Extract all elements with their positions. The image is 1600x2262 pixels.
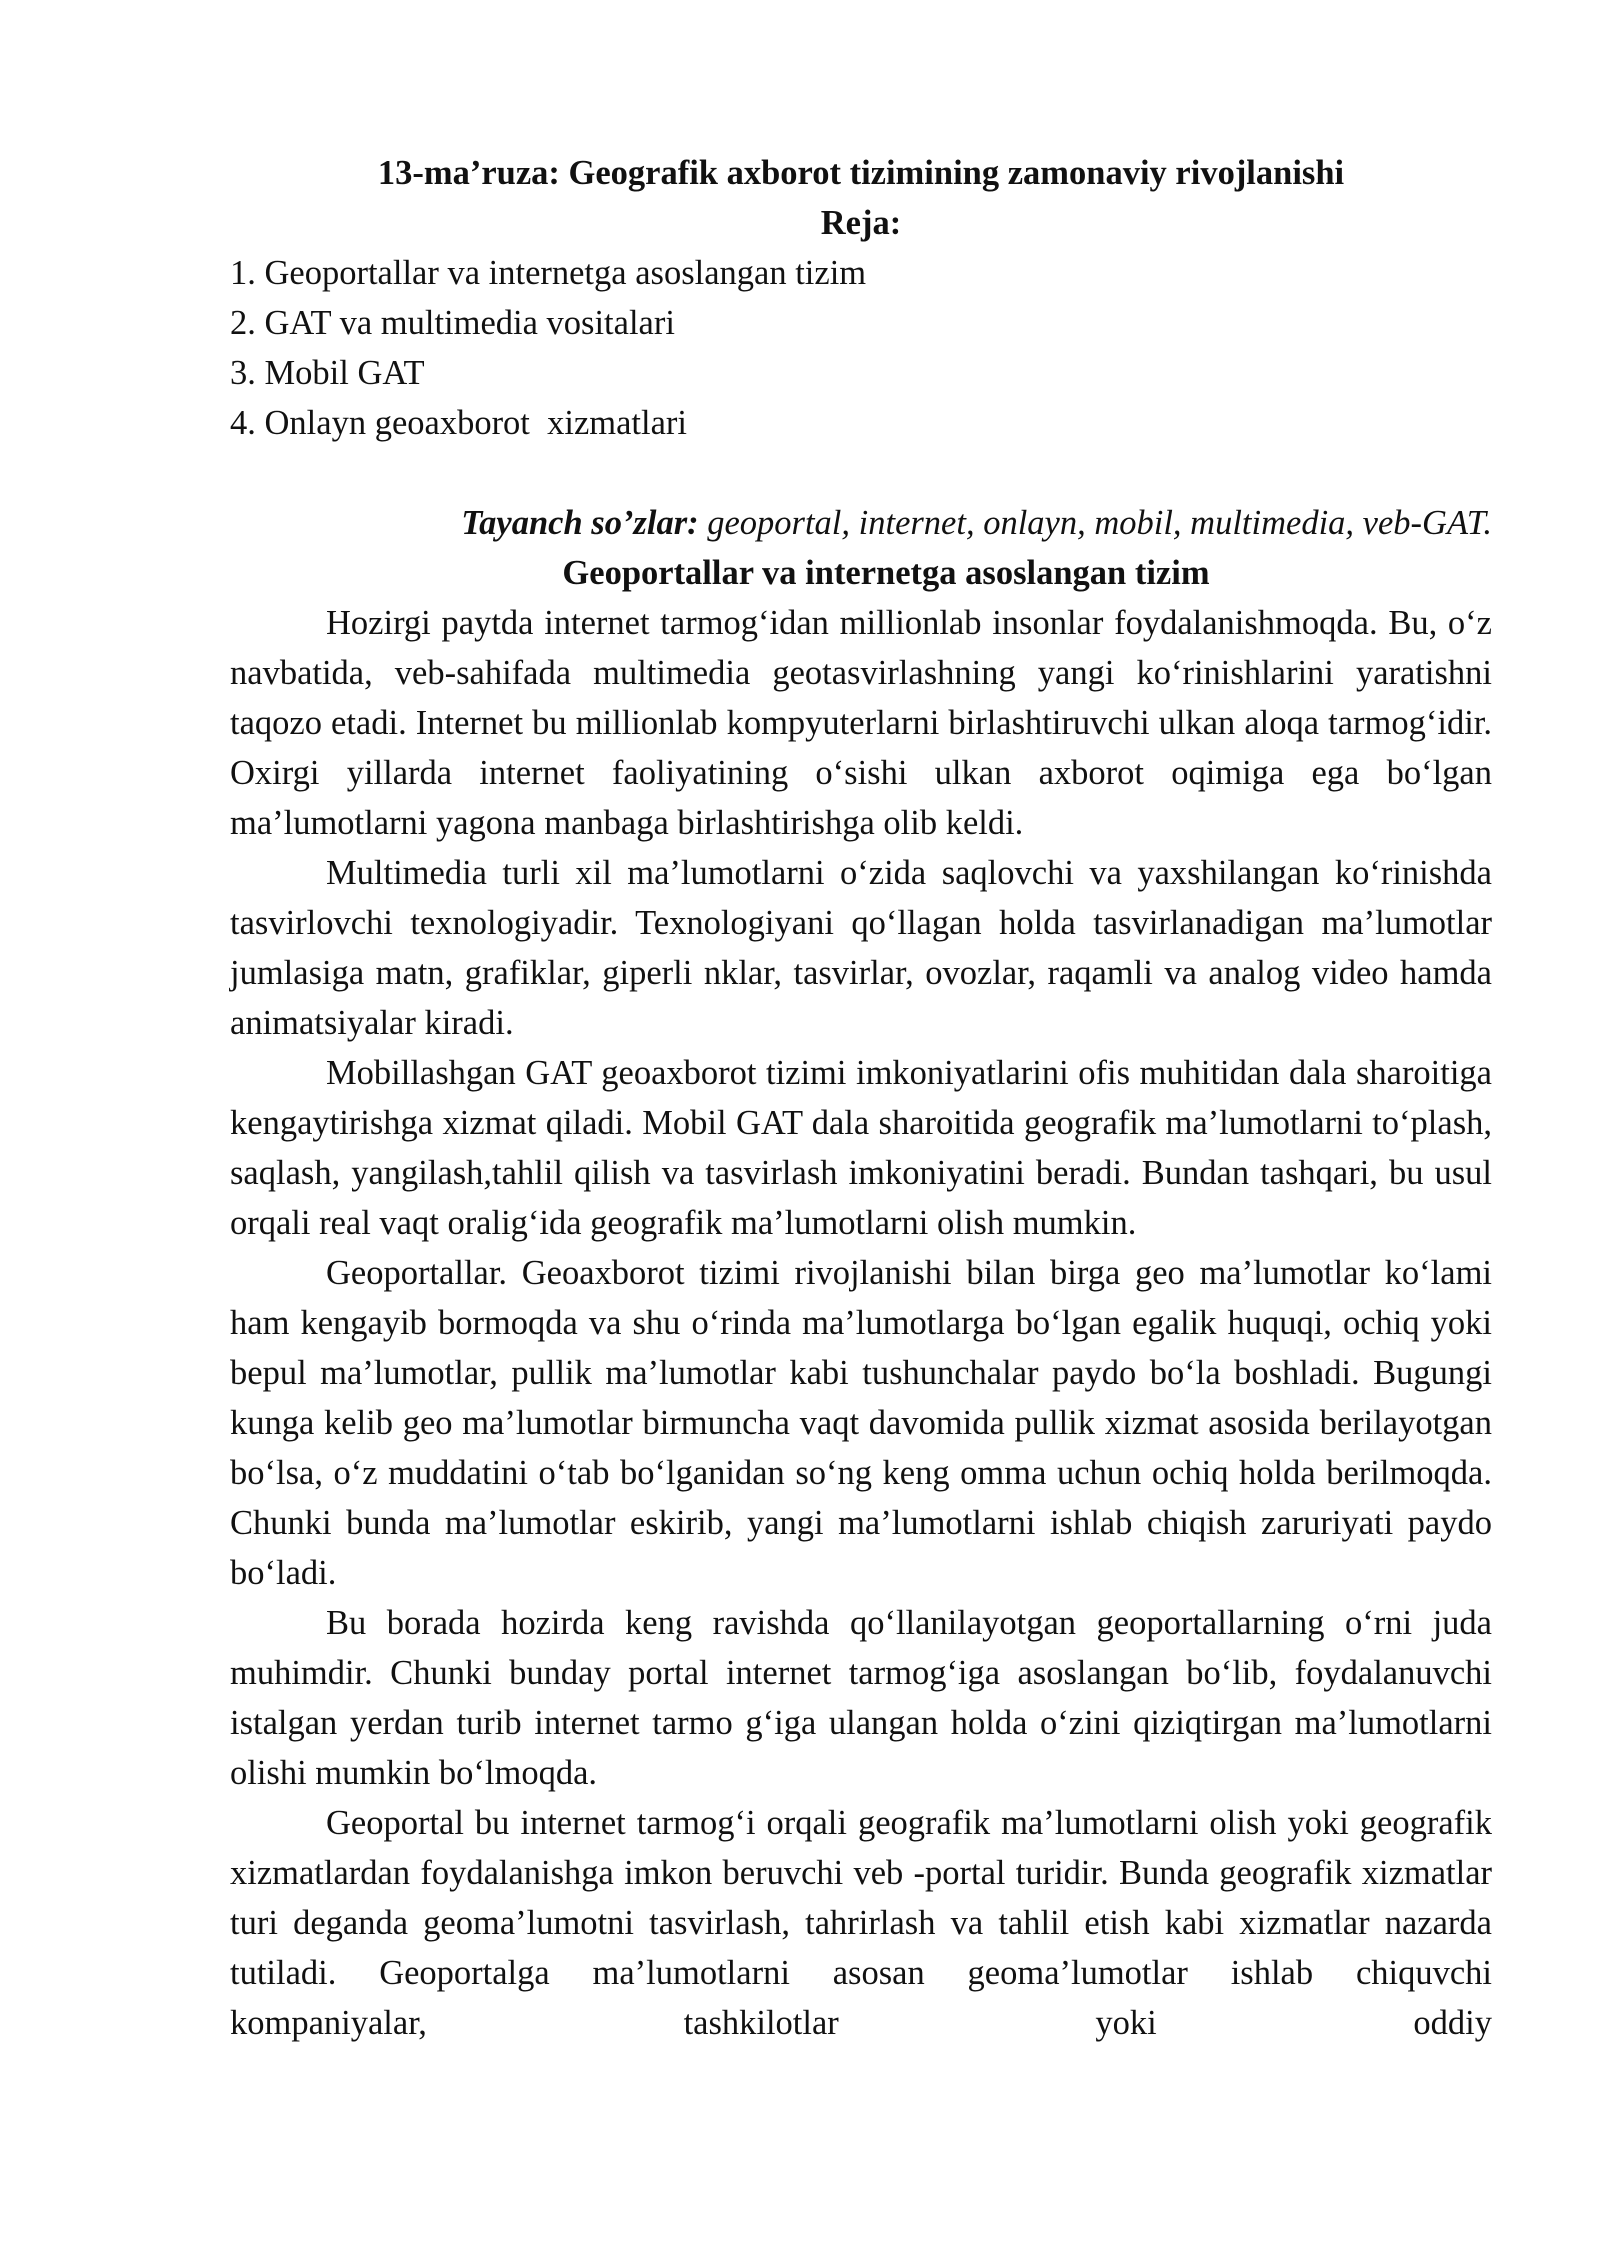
section-title: Geoportallar va internetga asoslangan tizim xyxy=(562,554,1210,592)
plan-item: 2. GAT va multimedia vositalari xyxy=(230,304,675,342)
body-paragraph: Geoportal bu internet tarmog‘i orqali geografik ma’lumotlarni olish yoki geografik xizmatlardan foydalanishga imkon beruvchi veb -portal turidir. Bunda geografik xizmatlar turi deganda geoma’lumotni tasvirlash, tahrirlash va tahlil etish kabi xizmatlar nazarda tutiladi. Geoportalga ma’lumotlarni asosan geoma’lumotlar ishlab chiquvchi kompaniyalar, tashkilotlar yoki oddiy xyxy=(230,1804,1492,2042)
blank-line xyxy=(230,448,1492,498)
plan-item: 3. Mobil GAT xyxy=(230,354,425,392)
lecture-title: 13-ma’ruza: Geografik axborot tizimining zamonaviy rivojlanishi xyxy=(377,154,1345,192)
body-paragraph: Mobillashgan GAT geoaxborot tizimi imkoniyatlarini ofis muhitidan dala sharoitiga kengaytirishga xizmat qiladi. Mobil GAT dala sharoitida geografik ma’lumotlarni to‘plash, saqlash, yangilash,tahlil qilish va tasvirlash imkoniyatini beradi. Bundan tashqari, bu usul orqali real vaqt oralig‘ida geografik ma’lumotlarni olish mumkin. xyxy=(230,1054,1492,1242)
plan-item: 4. Onlayn geoaxborot xizmatlari xyxy=(230,404,687,442)
keywords-label: Tayanch so’zlar: xyxy=(461,504,699,542)
plan-heading: Reja: xyxy=(820,204,902,242)
plan-item: 1. Geoportallar va internetga asoslangan tizim xyxy=(230,254,867,292)
body-paragraph: Multimedia turli xil ma’lumotlarni o‘zida saqlovchi va yaxshilangan ko‘rinishda tasvirlovchi texnologiyadir. Texnologiyani qo‘llagan holda tasvirlanadigan ma’lumotlar jumlasiga matn, grafiklar, giperli nklar, tasvirlar, ovozlar, raqamli va analog video hamda animatsiyalar kiradi. xyxy=(230,854,1492,1042)
keywords-text: geoportal, internet, onlayn, mobil, multimedia, veb-GAT. xyxy=(698,504,1492,542)
document-page xyxy=(230,148,1492,2048)
plan-list xyxy=(230,248,1492,448)
body-paragraph: Bu borada hozirda keng ravishda qo‘llanilayotgan geoportallarning o‘rni juda muhimdir. Chunki bunday portal internet tarmog‘iga asoslangan bo‘lib, foydalanuvchi istalgan yerdan turib internet tarmo g‘iga ulangan holda o‘zini qiziqtirgan ma’lumotlarni olishi mumkin bo‘lmoqda. xyxy=(230,1604,1492,1792)
keywords-line xyxy=(230,498,1492,548)
body-paragraph: Geoportallar. Geoaxborot tizimi rivojlanishi bilan birga geo ma’lumotlar ko‘lami ham kengayib bormoqda va shu o‘rinda ma’lumotlarga bo‘lgan egalik huquqi, ochiq yoki bepul ma’lumotlar, pullik ma’lumotlar kabi tushunchalar paydo bo‘la boshladi. Bugungi kunga kelib geo ma’lumotlar birmuncha vaqt davomida pullik xizmat asosida berilayotgan bo‘lsa, o‘z muddatini o‘tab bo‘lganidan so‘ng keng omma uchun ochiq holda berilmoqda. Chunki bunda ma’lumotlar eskirib, yangi ma’lumotlarni ishlab chiqish zaruriyati paydo bo‘ladi. xyxy=(230,1254,1492,1592)
body-paragraph: Hozirgi paytda internet tarmog‘idan millionlab insonlar foydalanishmoqda. Bu, o‘z navbatida, veb-sahifada multimedia geotasvirlashning yangi ko‘rinishlarini yaratishni taqozo etadi. Internet bu millionlab kompyuterlarni birlashtiruvchi ulkan aloqa tarmog‘idir. Oxirgi yillarda internet faoliyatining o‘sishi ulkan axborot oqimiga ega bo‘lgan ma’lumotlarni yagona manbaga birlashtirishga olib keldi. xyxy=(230,604,1492,842)
